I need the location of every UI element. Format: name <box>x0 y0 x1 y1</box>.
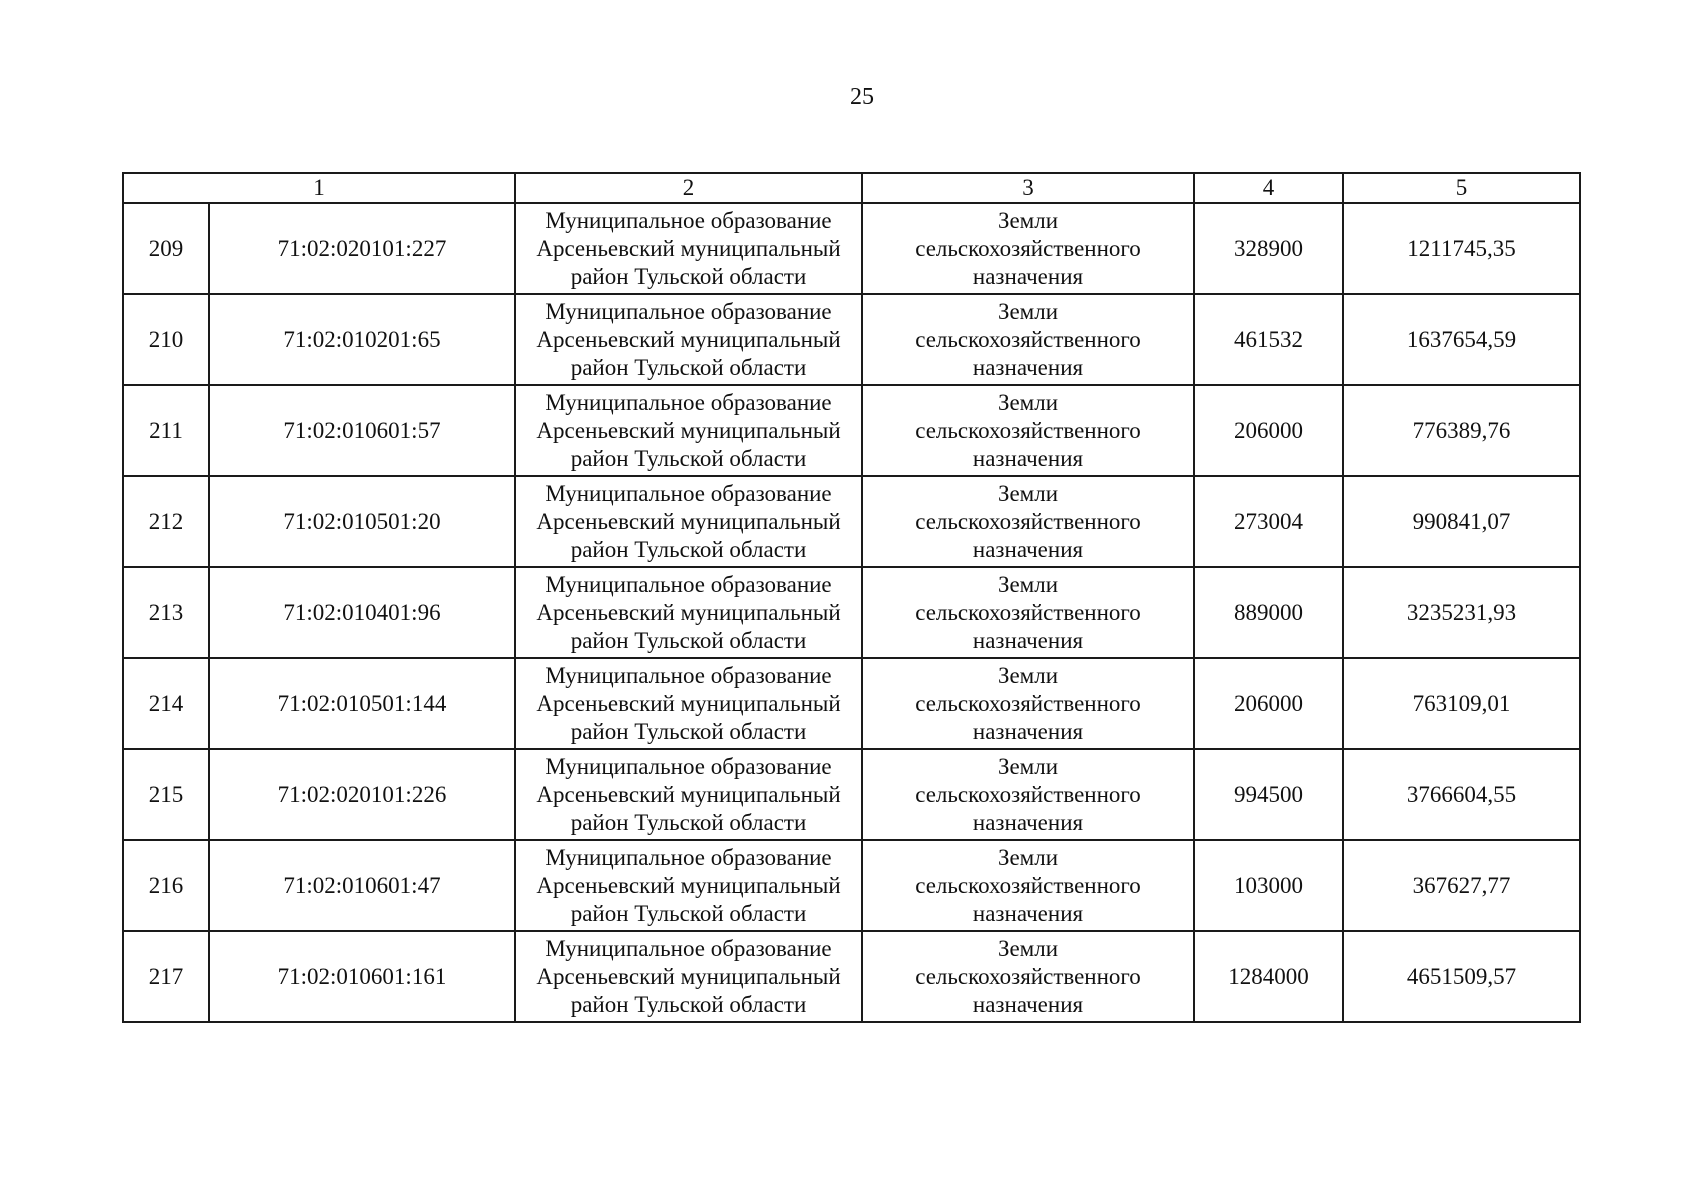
owner-cell <box>515 476 862 567</box>
land-category-cell <box>862 294 1194 385</box>
land-plots-table <box>122 172 1581 1023</box>
owner-line: Муниципальное образование <box>545 207 832 233</box>
cadastral-value-cell: 4651509,57 <box>1343 931 1580 1022</box>
column-header-4: 4 <box>1194 173 1343 203</box>
table-row <box>123 749 1580 840</box>
owner-line: район Тульской области <box>570 809 807 835</box>
row-number-cell: 210 <box>123 294 209 385</box>
owner-line: район Тульской области <box>570 536 807 562</box>
category-line: назначения <box>972 445 1084 471</box>
row-number-cell: 211 <box>123 385 209 476</box>
row-number-cell: 217 <box>123 931 209 1022</box>
category-line: назначения <box>972 809 1084 835</box>
cadastral-number-cell: 71:02:010601:161 <box>209 931 515 1022</box>
owner-cell <box>515 203 862 294</box>
category-line: сельскохозяйственного <box>915 326 1141 352</box>
cadastral-number-cell: 71:02:020101:227 <box>209 203 515 294</box>
area-cell: 994500 <box>1194 749 1343 840</box>
owner-line: Муниципальное образование <box>545 844 832 870</box>
owner-cell <box>515 931 862 1022</box>
category-line: назначения <box>972 900 1084 926</box>
cadastral-number-cell: 71:02:010401:96 <box>209 567 515 658</box>
category-line: сельскохозяйственного <box>915 599 1141 625</box>
category-line: сельскохозяйственного <box>915 781 1141 807</box>
land-category-cell <box>862 203 1194 294</box>
owner-line: Арсеньевский муниципальный <box>536 690 841 716</box>
land-category-cell <box>862 476 1194 567</box>
category-line: сельскохозяйственного <box>915 690 1141 716</box>
table-row <box>123 658 1580 749</box>
cadastral-value-cell: 990841,07 <box>1343 476 1580 567</box>
area-cell: 273004 <box>1194 476 1343 567</box>
owner-line: Муниципальное образование <box>545 662 832 688</box>
cadastral-value-cell: 3235231,93 <box>1343 567 1580 658</box>
row-number-cell: 213 <box>123 567 209 658</box>
owner-line: Арсеньевский муниципальный <box>536 326 841 352</box>
cadastral-number-cell: 71:02:010601:47 <box>209 840 515 931</box>
cadastral-number-cell: 71:02:010201:65 <box>209 294 515 385</box>
owner-line: Арсеньевский муниципальный <box>536 781 841 807</box>
owner-line: Арсеньевский муниципальный <box>536 599 841 625</box>
category-line: назначения <box>972 991 1084 1017</box>
owner-line: район Тульской области <box>570 900 807 926</box>
table-row <box>123 294 1580 385</box>
cadastral-value-cell: 763109,01 <box>1343 658 1580 749</box>
owner-line: район Тульской области <box>570 263 807 289</box>
owner-cell <box>515 385 862 476</box>
category-line: Земли <box>997 480 1059 506</box>
land-category-cell <box>862 931 1194 1022</box>
owner-line: район Тульской области <box>570 627 807 653</box>
land-category-cell <box>862 567 1194 658</box>
area-cell: 461532 <box>1194 294 1343 385</box>
category-line: сельскохозяйственного <box>915 235 1141 261</box>
owner-line: Муниципальное образование <box>545 571 832 597</box>
owner-cell <box>515 294 862 385</box>
category-line: назначения <box>972 718 1084 744</box>
category-line: сельскохозяйственного <box>915 963 1141 989</box>
cadastral-number-cell: 71:02:010501:144 <box>209 658 515 749</box>
owner-cell <box>515 567 862 658</box>
area-cell: 206000 <box>1194 385 1343 476</box>
category-line: назначения <box>972 263 1084 289</box>
column-header-3: 3 <box>862 173 1194 203</box>
category-line: Земли <box>997 389 1059 415</box>
cadastral-number-cell: 71:02:010501:20 <box>209 476 515 567</box>
owner-line: район Тульской области <box>570 354 807 380</box>
owner-line: район Тульской области <box>570 718 807 744</box>
land-category-cell <box>862 385 1194 476</box>
cadastral-value-cell: 1637654,59 <box>1343 294 1580 385</box>
owner-line: Арсеньевский муниципальный <box>536 508 841 534</box>
category-line: сельскохозяйственного <box>915 508 1141 534</box>
cadastral-value-cell: 776389,76 <box>1343 385 1580 476</box>
area-cell: 328900 <box>1194 203 1343 294</box>
owner-line: Муниципальное образование <box>545 389 832 415</box>
land-category-cell <box>862 749 1194 840</box>
cadastral-value-cell: 3766604,55 <box>1343 749 1580 840</box>
table-row <box>123 385 1580 476</box>
row-number-cell: 209 <box>123 203 209 294</box>
category-line: сельскохозяйственного <box>915 872 1141 898</box>
category-line: Земли <box>997 207 1059 233</box>
category-line: Земли <box>997 662 1059 688</box>
cadastral-number-cell: 71:02:010601:57 <box>209 385 515 476</box>
table-row <box>123 567 1580 658</box>
owner-cell <box>515 840 862 931</box>
category-line: Земли <box>997 844 1059 870</box>
table-row <box>123 840 1580 931</box>
table-row <box>123 476 1580 567</box>
column-header-2: 2 <box>515 173 862 203</box>
area-cell: 206000 <box>1194 658 1343 749</box>
owner-cell <box>515 749 862 840</box>
owner-line: район Тульской области <box>570 445 807 471</box>
column-header-1: 1 <box>123 173 515 203</box>
owner-cell <box>515 658 862 749</box>
cadastral-value-cell: 1211745,35 <box>1343 203 1580 294</box>
row-number-cell: 216 <box>123 840 209 931</box>
owner-line: район Тульской области <box>570 991 807 1017</box>
area-cell: 889000 <box>1194 567 1343 658</box>
category-line: назначения <box>972 536 1084 562</box>
column-header-5: 5 <box>1343 173 1580 203</box>
area-cell: 103000 <box>1194 840 1343 931</box>
category-line: назначения <box>972 354 1084 380</box>
category-line: Земли <box>997 298 1059 324</box>
owner-line: Арсеньевский муниципальный <box>536 417 841 443</box>
row-number-cell: 215 <box>123 749 209 840</box>
row-number-cell: 212 <box>123 476 209 567</box>
owner-line: Арсеньевский муниципальный <box>536 963 841 989</box>
category-line: назначения <box>972 627 1084 653</box>
owner-line: Муниципальное образование <box>545 298 832 324</box>
category-line: Земли <box>997 753 1059 779</box>
cadastral-value-cell: 367627,77 <box>1343 840 1580 931</box>
owner-line: Муниципальное образование <box>545 935 832 961</box>
land-category-cell <box>862 658 1194 749</box>
table-row <box>123 203 1580 294</box>
category-line: сельскохозяйственного <box>915 417 1141 443</box>
table-row <box>123 931 1580 1022</box>
owner-line: Муниципальное образование <box>545 753 832 779</box>
row-number-cell: 214 <box>123 658 209 749</box>
area-cell: 1284000 <box>1194 931 1343 1022</box>
land-category-cell <box>862 840 1194 931</box>
category-line: Земли <box>997 935 1059 961</box>
owner-line: Арсеньевский муниципальный <box>536 872 841 898</box>
table-header-row <box>123 173 1580 203</box>
page-number: 25 <box>850 84 874 110</box>
category-line: Земли <box>997 571 1059 597</box>
owner-line: Муниципальное образование <box>545 480 832 506</box>
owner-line: Арсеньевский муниципальный <box>536 235 841 261</box>
cadastral-number-cell: 71:02:020101:226 <box>209 749 515 840</box>
